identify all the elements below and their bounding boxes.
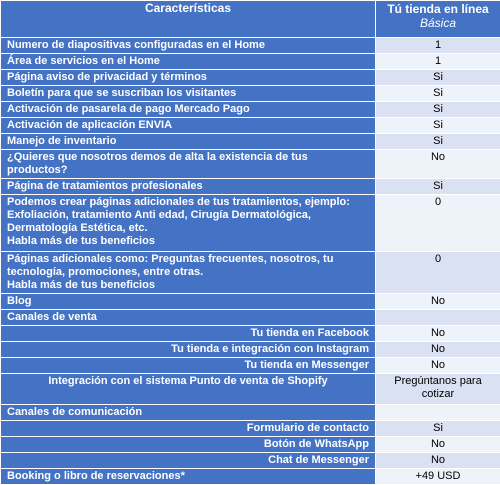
table-row bbox=[1, 358, 500, 374]
header-plan bbox=[376, 1, 500, 38]
table-row bbox=[1, 38, 500, 54]
value-cell: 0 bbox=[376, 252, 500, 294]
feature-cell: Numero de diapositivas configuradas en el Home bbox=[1, 38, 376, 54]
value-cell: Si bbox=[376, 86, 500, 102]
feature-cell: Manejo de inventario bbox=[1, 134, 376, 150]
feature-text: Podemos crear páginas adicionales de tus tratamientos, ejemplo: Exfoliación, tratamiento Anti edad, Cirugía Dermatológica, Dermatología Estética, etc. bbox=[7, 196, 369, 235]
value-cell bbox=[376, 310, 500, 326]
table-row bbox=[1, 70, 500, 86]
feature-cell: Tu tienda en Messenger bbox=[1, 358, 376, 374]
table-row bbox=[1, 326, 500, 342]
section-label: Canales de comunicación bbox=[1, 405, 376, 421]
section-label: Canales de venta bbox=[1, 310, 376, 326]
table-row bbox=[1, 252, 500, 294]
feature-cell: Chat de Messenger bbox=[1, 453, 376, 469]
table-row bbox=[1, 437, 500, 453]
feature-cell: Booking o libro de reservaciones* bbox=[1, 469, 376, 485]
value-cell bbox=[376, 405, 500, 421]
table-row bbox=[1, 469, 500, 485]
value-cell: Si bbox=[376, 102, 500, 118]
table-row bbox=[1, 294, 500, 310]
section-row bbox=[1, 310, 500, 326]
plan-name: Básica bbox=[382, 16, 494, 30]
feature-cell: Activación de pasarela de pago Mercado Pago bbox=[1, 102, 376, 118]
table-row bbox=[1, 342, 500, 358]
value-cell: Pregúntanos para cotizar bbox=[376, 374, 500, 405]
value-cell: +49 USD bbox=[376, 469, 500, 485]
table-row bbox=[1, 134, 500, 150]
table-row bbox=[1, 54, 500, 70]
section-row bbox=[1, 405, 500, 421]
feature-cell: Tu tienda e integración con Instagram bbox=[1, 342, 376, 358]
feature-cell: Blog bbox=[1, 294, 376, 310]
table-row bbox=[1, 118, 500, 134]
value-cell: No bbox=[376, 326, 500, 342]
value-cell: 1 bbox=[376, 38, 500, 54]
value-cell: No bbox=[376, 342, 500, 358]
value-cell: Si bbox=[376, 70, 500, 86]
feature-cell: Tu tienda en Facebook bbox=[1, 326, 376, 342]
value-cell: Si bbox=[376, 118, 500, 134]
feature-text: Páginas adicionales como: Preguntas frecuentes, nosotros, tu tecnología, promociones, entre otras. bbox=[7, 253, 369, 279]
table-row bbox=[1, 453, 500, 469]
feature-cell: Boletín para que se suscriban los visitantes bbox=[1, 86, 376, 102]
table-row bbox=[1, 195, 500, 252]
feature-cell: ¿Quieres que nosotros demos de alta la existencia de tus productos? bbox=[1, 150, 376, 179]
value-cell: Si bbox=[376, 179, 500, 195]
value-cell: No bbox=[376, 453, 500, 469]
feature-benefits-text: Habla más de tus beneficios bbox=[7, 235, 369, 248]
table-row bbox=[1, 421, 500, 437]
value-cell: 0 bbox=[376, 195, 500, 252]
feature-cell: Área de servicios en el Home bbox=[1, 54, 376, 70]
header-features: Características bbox=[1, 1, 376, 38]
value-cell: No bbox=[376, 358, 500, 374]
feature-cell: Activación de aplicación ENVIA bbox=[1, 118, 376, 134]
feature-cell: Formulario de contacto bbox=[1, 421, 376, 437]
feature-cell: Página aviso de privacidad y términos bbox=[1, 70, 376, 86]
value-cell: Si bbox=[376, 134, 500, 150]
value-cell: No bbox=[376, 437, 500, 453]
feature-cell bbox=[1, 252, 376, 294]
feature-cell bbox=[1, 195, 376, 252]
feature-cell: Página de tratamientos profesionales bbox=[1, 179, 376, 195]
table-row bbox=[1, 86, 500, 102]
value-cell: Si bbox=[376, 421, 500, 437]
table-row bbox=[1, 179, 500, 195]
table-row bbox=[1, 150, 500, 179]
header-row bbox=[1, 1, 500, 38]
table-row bbox=[1, 374, 500, 405]
plan-title: Tú tienda en línea bbox=[382, 2, 494, 16]
value-cell: No bbox=[376, 150, 500, 179]
feature-cell: Botón de WhatsApp bbox=[1, 437, 376, 453]
feature-cell: Integración con el sistema Punto de venta de Shopify bbox=[1, 374, 376, 405]
value-cell: No bbox=[376, 294, 500, 310]
value-cell: 1 bbox=[376, 54, 500, 70]
feature-benefits-text: Habla más de tus beneficios bbox=[7, 279, 369, 292]
table-row bbox=[1, 102, 500, 118]
